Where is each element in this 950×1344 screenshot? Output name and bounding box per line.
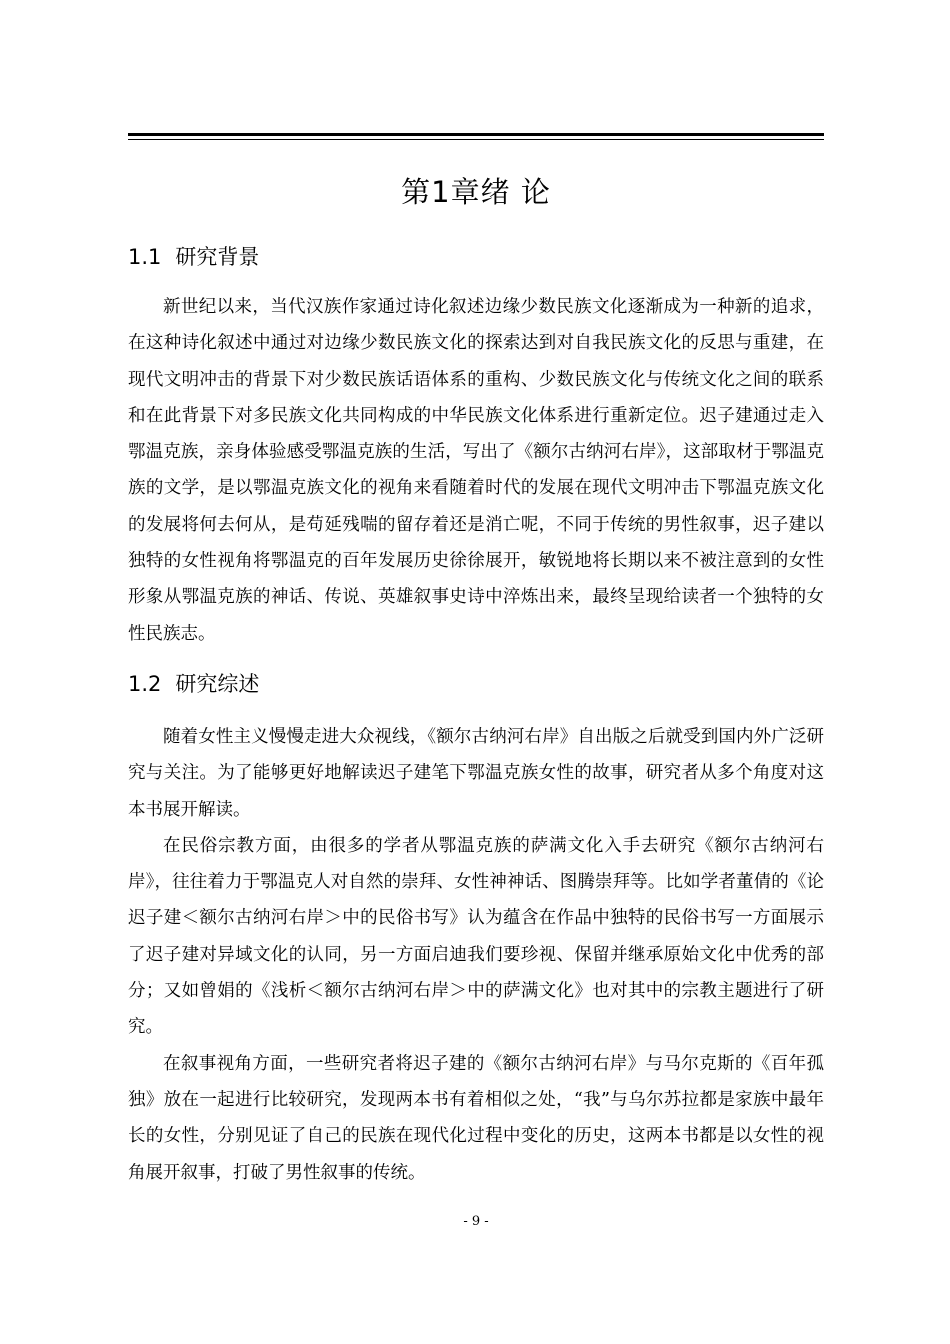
section-heading-1-1: [128, 241, 824, 273]
section-title: 研究背景: [175, 245, 260, 269]
section-number: 1.1: [128, 245, 162, 269]
section-body-1-2: [128, 719, 824, 1191]
header-rule-thick: [128, 133, 824, 136]
chapter-title: 第1章绪 论: [401, 175, 551, 209]
paragraph: 在民俗宗教方面，由很多的学者从鄂温克族的萨满文化入手去研究《额尔古纳河右岸》，往往着力于鄂温克人对自然的崇拜、女性神神话、图腾崇拜等。比如学者董倩的《论迟子建＜额尔古纳河右岸＞中的民俗书写》认为蕴含在作品中独特的民俗书写一方面展示了迟子建对异域文化的认同，另一方面启迪我们要珍视、保留并继承原始文化中优秀的部分；又如曾娟的《浅析＜额尔古纳河右岸＞中的萨满文化》也对其中的宗教主题进行了研究。: [128, 835, 824, 1038]
paragraph: 随着女性主义慢慢走进大众视线，《额尔古纳河右岸》自出版之后就受到国内外广泛研究与关注。为了能够更好地解读迟子建笔下鄂温克族女性的故事，研究者从多个角度对这本书展开解读。: [128, 727, 824, 820]
section-number: 1.2: [128, 672, 162, 696]
section-heading-1-2: [128, 668, 824, 700]
header-rule-thin: [128, 139, 824, 140]
paragraph: 在叙事视角方面，一些研究者将迟子建的《额尔古纳河右岸》与马尔克斯的《百年孤独》放在一起进行比较研究，发现两本书有着相似之处，“我”与乌尔苏拉都是家族中最年长的女性，分别见证了自己的民族在现代化过程中变化的历史，这两本书都是以女性的视角展开叙事，打破了男性叙事的传统。: [128, 1053, 824, 1183]
section-body-1-1: [128, 289, 824, 652]
paragraph: 新世纪以来，当代汉族作家通过诗化叙述边缘少数民族文化逐渐成为一种新的追求，在这种诗化叙述中通过对边缘少数民族文化的探索达到对自我民族文化的反思与重建，在现代文明冲击的背景下对少数民族话语体系的重构、少数民族文化与传统文化之间的联系和在此背景下对多民族文化共同构成的中华民族文化体系进行重新定位。迟子建通过走入鄂温克族，亲身体验感受鄂温克族的生活，写出了《额尔古纳河右岸》，这部取材于鄂温克族的文学，是以鄂温克族文化的视角来看随着时代的发展在现代文明冲击下鄂温克族文化的发展将何去何从，是苟延残喘的留存着还是消亡呢，不同于传统的男性叙事，迟子建以独特的女性视角将鄂温克的百年发展历史徐徐展开，敏锐地将长期以来不被注意到的女性形象从鄂温克族的神话、传说、英雄叙事史诗中淬炼出来，最终呈现给读者一个独特的女性民族志。: [128, 297, 824, 644]
section-title: 研究综述: [175, 672, 260, 696]
page-number: - 9 -: [463, 1214, 489, 1229]
